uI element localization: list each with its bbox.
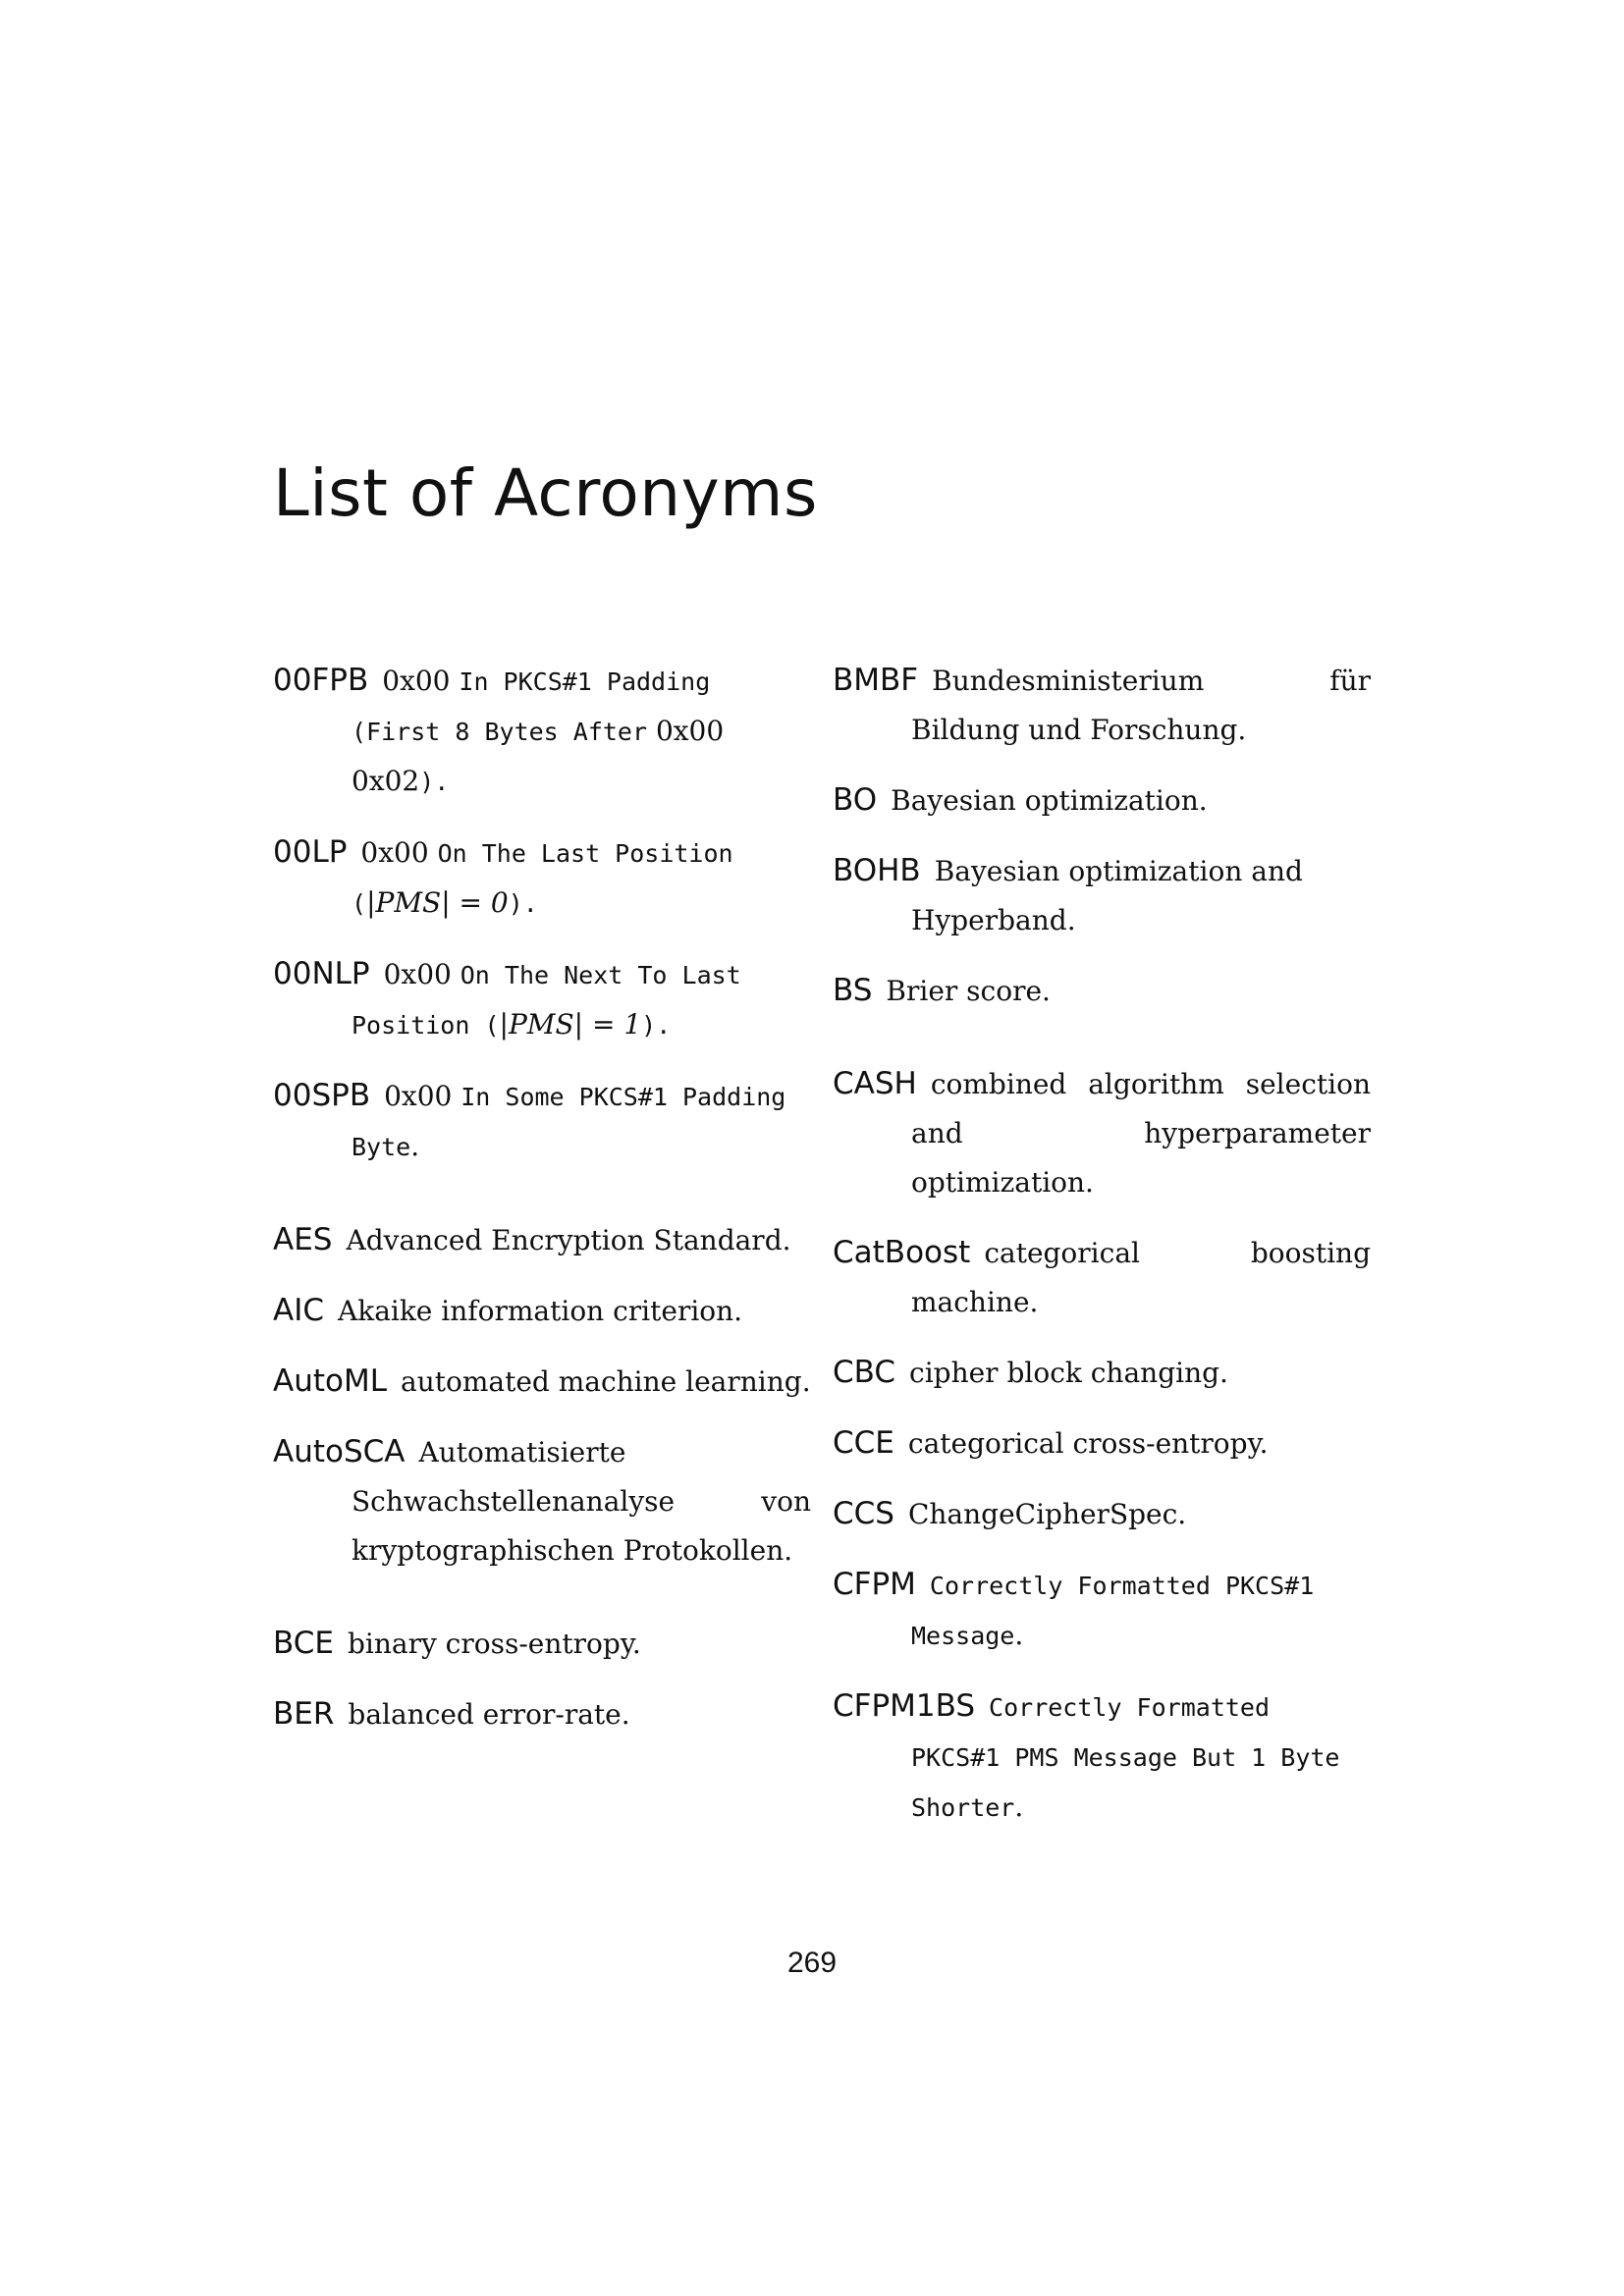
acronym-column-right <box>833 656 1371 1853</box>
definition: Brier score. <box>886 975 1051 1007</box>
acronym-term: CCE <box>833 1425 894 1461</box>
acronym-entry <box>833 1560 1371 1661</box>
acronym-column-left <box>273 656 811 1760</box>
acronym-entry <box>273 1689 811 1739</box>
hex-value: 0x00 <box>383 958 452 990</box>
acronym-entry <box>833 775 1371 826</box>
definition: Automatisierte Schwachstellenanalyse von kryptographischen Protokollen. <box>352 1436 811 1567</box>
definition-end: ). <box>641 1011 672 1040</box>
acronym-term: AIC <box>273 1293 324 1328</box>
acronym-term: CFPM <box>833 1567 916 1602</box>
hex-value: 0x00 0x02 <box>352 715 725 797</box>
definition: binary cross-entropy. <box>347 1628 641 1660</box>
definition: On The Next To Last Position ( <box>352 961 741 1040</box>
acronym-term: BMBF <box>833 663 919 698</box>
acronym-entry <box>273 1215 811 1265</box>
definition: In PKCS#1 Padding (First 8 Bytes After <box>352 667 711 746</box>
acronym-term: BO <box>833 782 878 818</box>
acronym-term: AutoML <box>273 1363 387 1399</box>
acronym-entry <box>273 1619 811 1669</box>
definition: Correctly Formatted PKCS#1 Message <box>911 1572 1315 1650</box>
acronym-term: CFPM1BS <box>833 1688 976 1724</box>
acronym-entry <box>273 1427 811 1575</box>
acronym-term: BCE <box>273 1626 334 1661</box>
definition: categorical boosting machine. <box>911 1237 1371 1318</box>
definition-end: . <box>1014 1790 1024 1823</box>
definition: combined algorithm selection and hyperparameter optimization. <box>911 1068 1371 1199</box>
acronym-entry <box>833 1228 1371 1327</box>
acronym-term: 00NLP <box>273 956 370 991</box>
math-expression: |PMS| = 0 <box>366 886 509 919</box>
definition: Bayesian optimization. <box>891 784 1208 817</box>
acronym-term: 00LP <box>273 834 348 870</box>
definition-end: ). <box>508 889 538 918</box>
acronym-term: AutoSCA <box>273 1434 406 1469</box>
page-title: List of Acronyms <box>273 455 818 531</box>
acronym-entry <box>273 1357 811 1407</box>
definition: balanced error-rate. <box>348 1698 630 1731</box>
page-number: 269 <box>786 1947 838 1979</box>
math-expression: |PMS| = 1 <box>499 1008 642 1041</box>
acronym-term: CCS <box>833 1496 894 1531</box>
acronym-entry <box>833 656 1371 755</box>
acronym-term: 00FPB <box>273 663 369 698</box>
acronym-term: 00SPB <box>273 1078 371 1113</box>
definition: Advanced Encryption Standard. <box>346 1224 791 1256</box>
definition: Bundesministerium für Bildung und Forschung. <box>911 665 1371 746</box>
acronym-entry <box>833 1682 1371 1833</box>
definition: Correctly Formatted PKCS#1 PMS Message But 1 Byte Shorter <box>911 1693 1340 1822</box>
acronym-entry <box>273 1071 811 1172</box>
acronym-entry <box>833 966 1371 1016</box>
acronym-term: BS <box>833 973 873 1008</box>
definition: Bayesian optimization and Hyperband. <box>911 855 1303 936</box>
acronym-term: BOHB <box>833 853 921 888</box>
definition: On The Last Position ( <box>352 839 733 918</box>
hex-value: 0x00 <box>360 836 429 869</box>
acronym-entry <box>833 1059 1371 1207</box>
definition: cipher block changing. <box>909 1357 1228 1389</box>
hex-value: 0x00 <box>384 1080 453 1112</box>
definition: In Some PKCS#1 Padding Byte <box>352 1083 786 1161</box>
definition: ChangeCipherSpec. <box>907 1498 1187 1530</box>
acronym-entry <box>833 1348 1371 1398</box>
acronym-term: AES <box>273 1222 333 1257</box>
acronym-term: CASH <box>833 1066 917 1101</box>
acronym-entry <box>273 949 811 1050</box>
definition-end: ). <box>419 768 450 796</box>
hex-value: 0x00 <box>382 665 451 697</box>
acronym-entry <box>833 846 1371 945</box>
definition-end: . <box>1014 1619 1024 1651</box>
definition-end: . <box>410 1130 420 1162</box>
definition: automated machine learning. <box>401 1365 811 1398</box>
acronym-term: CBC <box>833 1355 896 1390</box>
acronym-term: BER <box>273 1696 335 1732</box>
acronym-entry <box>833 1418 1371 1468</box>
acronym-entry <box>273 656 811 807</box>
definition: categorical cross-entropy. <box>907 1427 1269 1460</box>
acronym-entry <box>833 1489 1371 1539</box>
acronym-term: CatBoost <box>833 1235 971 1270</box>
acronym-entry <box>273 828 811 929</box>
acronym-entry <box>273 1286 811 1336</box>
definition: Akaike information criterion. <box>338 1295 743 1327</box>
